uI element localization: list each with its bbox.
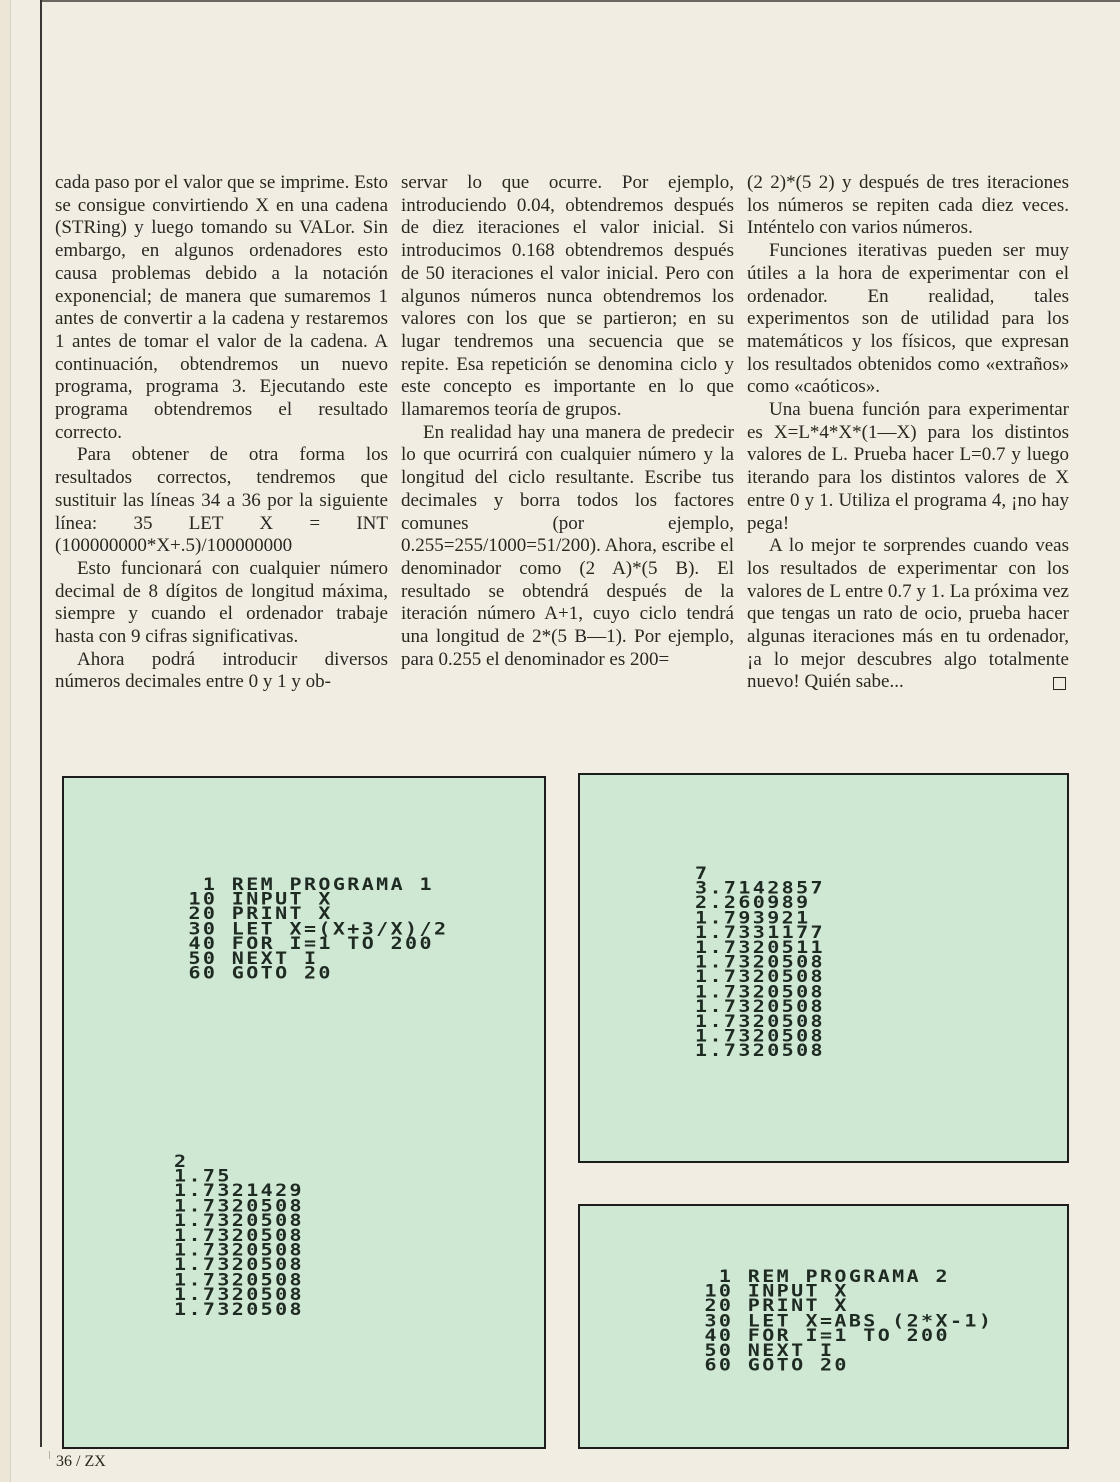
screen-line: 1.793921 (695, 906, 811, 928)
screen-line: 1.7320508 (174, 1209, 304, 1231)
screen-line: 3.7142857 (695, 877, 825, 898)
screen-line: 1.7320508 (695, 966, 825, 987)
paragraph-final-text: A lo mejor te sorprendes cuando veas los resultados de experimentar con los valores de L entre 0.7 y 1. La próxima vez que tengas un rato de ocio, prueba hacer algunas iteraciones más en tu ordenador, ¡a lo mejor descubres algo totalmente nuevo! Quién sabe... (747, 535, 1069, 693)
screen-line: 1.7320508 (695, 1040, 825, 1061)
screen-line: 30 LET X=(X+3/X)/2 (174, 917, 449, 939)
screen-line: 1.7321429 (174, 1180, 304, 1201)
screen-line: 1.7320508 (174, 1224, 304, 1246)
screen-line: 60 GOTO 20 (690, 1354, 849, 1375)
screen-line: 20 PRINT X (174, 903, 333, 924)
paragraph: (2 2)*(5 2) y después de tres iteraciones los números se repiten cada diez veces. Inténtelo con varios números. (747, 172, 1069, 239)
program-1-output-input-2 (174, 1150, 304, 1320)
screen-line: 60 GOTO 20 (174, 962, 333, 983)
text-column-3 (747, 172, 1069, 694)
screen-program-1-output-7 (578, 773, 1069, 1163)
screen-line: 40 FOR I=1 TO 200 (174, 932, 434, 954)
screen-line: 1.7331177 (695, 921, 825, 943)
screen-line: 1.7320508 (174, 1239, 304, 1260)
screen-line: 20 PRINT X (690, 1295, 849, 1316)
screen-line: 1.7320511 (695, 936, 825, 958)
paragraph: Funciones iterativas pueden ser muy útiles a la hora de experimentar con el ordenador. En realidad, tales experimentos son de utilidad para los matemáticos y los físicos, que expresan los resultados obtenidos como «extraños» como «caóticos». (747, 240, 1069, 398)
program-2-listing (690, 1265, 994, 1375)
screen-line: 1.7320508 (695, 995, 825, 1017)
screen-line: 10 INPUT X (690, 1280, 849, 1301)
screen-program-2 (578, 1204, 1069, 1449)
text-column-1 (55, 172, 388, 694)
screen-line: 10 INPUT X (174, 888, 333, 909)
screen-line: 40 FOR I=1 TO 200 (690, 1324, 950, 1346)
screen-line: 1.7320508 (174, 1254, 304, 1275)
page-bleed-edge (0, 0, 11, 1482)
screen-line: 1.7320508 (174, 1298, 304, 1320)
page-frame-top-rule (40, 0, 1120, 2)
screen-line: 1.7320508 (695, 980, 825, 1002)
screen-line: 1.7320508 (695, 1010, 825, 1032)
paragraph: Una buena función para experimentar es X=L*4*X*(1—X) para los distintos valores de L. Prueba hacer L=0.7 y luego iterando para los distintos valores de X entre 0 y 1. Utiliza el programa 4, ¡no hay pega! (747, 399, 1069, 534)
paragraph: Ahora podrá introducir diversos números decimales entre 0 y 1 y ob- (55, 648, 388, 693)
page-frame-left-rule (40, 0, 42, 1447)
paragraph: Esto funcionará con cualquier número decimal de 8 dígitos de longitud máxima, siempre y cuando el ordenador trabaje hasta con 9 cifras significativas. (55, 557, 388, 648)
screen-line: 1.7320508 (695, 951, 825, 972)
screen-line: 1.7320508 (174, 1194, 304, 1216)
screen-program-1 (62, 776, 546, 1449)
paragraph: servar lo que ocurre. Por ejemplo, introduciendo 0.04, obtendremos después de diez iteraciones el valor inicial. Si introducimos 0.168 obtendremos después de 50 iteraciones el valor inicial. Pero con algunos números nunca obtendremos los valores con los que se partieron; en su lugar tendremos una secuencia que se repite. Esa repetición se denomina ciclo y este concepto es importante en lo que llamaremos teoría de grupos. (401, 172, 734, 421)
screen-line: 1.75 (174, 1165, 232, 1186)
screen-line: 1 REM PROGRAMA 2 (690, 1265, 950, 1287)
screen-line: 50 NEXT I (174, 947, 319, 969)
screen-line: 7 (695, 862, 710, 884)
program-1-listing (174, 873, 449, 983)
end-of-article-square-icon (1053, 677, 1066, 690)
screen-line: 1.7320508 (174, 1283, 304, 1305)
program-1-output-input-7 (695, 862, 825, 1061)
paragraph-final (747, 535, 1069, 694)
screen-line: 30 LET X=ABS (2*X-1) (690, 1309, 994, 1331)
screen-line: 50 NEXT I (690, 1339, 835, 1361)
screen-line: 2 (174, 1150, 189, 1172)
paragraph: En realidad hay una manera de predecir lo que ocurrirá con cualquier número y la longitud del ciclo resultante. Escribe tus decimales y borra todos los factores comunes (por ejemplo, 0.255=255/1000=51/200). Ahora, escribe el denominador como (2 A)*(5 B). El resultado se obtendrá después de la iteración número A+1, cuyo ciclo tendrá una longitud de 2*(5 B—1). Por ejemplo, para 0.255 el denominador es 200= (401, 421, 734, 670)
paragraph: Para obtener de otra forma los resultados correctos, tendremos que sustituir las líneas 34 a 36 por la siguiente línea: 35 LET X = INT (100000000*X+.5)/100000000 (55, 444, 388, 557)
paragraph: cada paso por el valor que se imprime. Esto se consigue convirtiendo X en una cadena (STRing) y luego tomando su VALor. Sin embargo, en algunos ordenadores esto causa problemas debido a la notación exponencial; de manera que sumaremos 1 antes de convertir a la cadena y restaremos 1 antes de tomar el valor de la cadena. A continuación, obtendremos un nuevo programa, programa 3. Ejecutando este programa obtendremos el resultado correcto. (55, 172, 388, 443)
page-folio: 36 / ZX (56, 1453, 106, 1470)
screen-line: 1 REM PROGRAMA 1 (174, 873, 434, 895)
folio-tick-mark (49, 1451, 50, 1459)
screen-line: 1.7320508 (695, 1025, 825, 1046)
screen-line: 2.260989 (695, 892, 811, 913)
text-column-2 (401, 172, 734, 671)
screen-line: 1.7320508 (174, 1268, 304, 1290)
